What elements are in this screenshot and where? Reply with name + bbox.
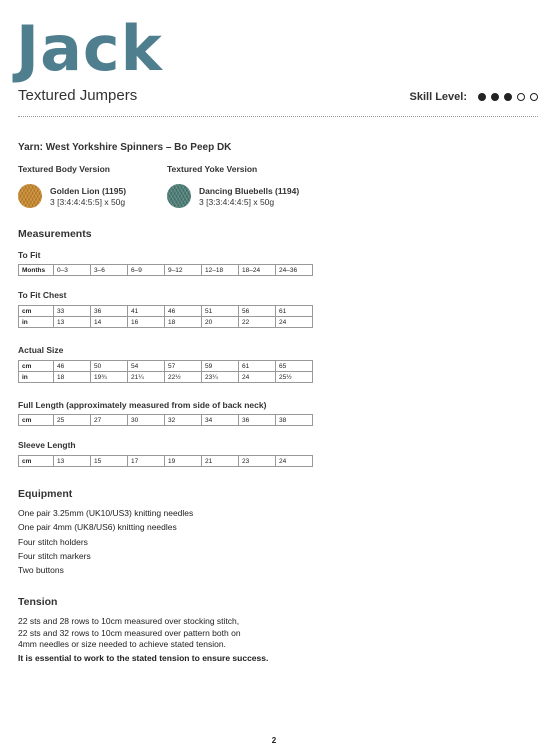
actual-size-table	[18, 360, 313, 383]
yoke-colour-name: Dancing Bluebells (1194)	[199, 186, 300, 196]
table-cell: 21	[202, 456, 239, 467]
table-cell: 18–24	[239, 265, 276, 276]
table-cell: 30	[128, 415, 165, 426]
to-fit-chest-table	[18, 305, 313, 328]
table-cell: 19	[165, 456, 202, 467]
table-cell: 27	[91, 415, 128, 426]
table-cell: 20	[202, 317, 239, 328]
table-cell: 14	[91, 317, 128, 328]
body-colour-name: Golden Lion (1195)	[50, 186, 127, 196]
table-row	[19, 265, 313, 276]
table-cell: 36	[91, 306, 128, 317]
table-cell: 46	[165, 306, 202, 317]
table-row	[19, 415, 313, 426]
table-cell: 51	[202, 306, 239, 317]
to-fit-chest-title: To Fit Chest	[18, 290, 67, 300]
table-cell: 9–12	[165, 265, 202, 276]
list-item: One pair 4mm (UK8/US6) knitting needles	[18, 522, 177, 533]
table-cell: 59	[202, 361, 239, 372]
page-number: 2	[271, 736, 277, 745]
actual-size-title: Actual Size	[18, 345, 64, 355]
body-colour-quantity: 3 [3:4:4:4:5:5] x 50g	[50, 197, 126, 207]
skill-dot-icon	[491, 93, 499, 101]
table-cell: 13	[54, 456, 91, 467]
row-label: in	[19, 317, 54, 328]
table-cell: 46	[54, 361, 91, 372]
equipment-heading: Equipment	[18, 488, 73, 500]
table-cell: 32	[165, 415, 202, 426]
tension-text	[18, 616, 268, 664]
table-cell: 34	[202, 415, 239, 426]
body-version-title: Textured Body Version	[18, 164, 110, 174]
row-label: cm	[19, 456, 54, 467]
table-cell: 54	[128, 361, 165, 372]
table-cell: 12–18	[202, 265, 239, 276]
table-cell: 22	[239, 317, 276, 328]
skill-dot-icon	[478, 93, 486, 101]
table-row	[19, 456, 313, 467]
skill-level	[410, 91, 538, 103]
table-cell: 24	[239, 372, 276, 383]
row-label: Months	[19, 265, 54, 276]
table-cell: 25	[54, 415, 91, 426]
table-row	[19, 317, 313, 328]
measurements-heading: Measurements	[18, 228, 92, 240]
table-cell: 3–6	[91, 265, 128, 276]
table-cell: 16	[128, 317, 165, 328]
tension-note: It is essential to work to the stated tension to ensure success.	[18, 652, 269, 663]
table-cell: 24–36	[276, 265, 313, 276]
table-row	[19, 372, 313, 383]
tension-line: 22 sts and 32 rows to 10cm measured over pattern both on	[18, 627, 241, 638]
table-cell: 13	[54, 317, 91, 328]
table-cell: 41	[128, 306, 165, 317]
table-cell: 23¼	[202, 372, 239, 383]
table-cell: 65	[276, 361, 313, 372]
table-row	[19, 306, 313, 317]
skill-dot-icon	[530, 93, 538, 101]
list-item: Four stitch holders	[18, 536, 88, 547]
table-cell: 24	[276, 456, 313, 467]
table-cell: 17	[128, 456, 165, 467]
list-item: Four stitch markers	[18, 550, 91, 561]
table-cell: 21¼	[128, 372, 165, 383]
pattern-subtitle: Textured Jumpers	[18, 87, 138, 104]
skill-dot-icon	[517, 93, 525, 101]
table-cell: 19¾	[91, 372, 128, 383]
table-cell: 15	[91, 456, 128, 467]
table-cell: 18	[165, 317, 202, 328]
table-cell: 38	[276, 415, 313, 426]
table-cell: 24	[276, 317, 313, 328]
list-item: Two buttons	[18, 565, 64, 576]
header-divider	[18, 116, 538, 117]
tension-line: 22 sts and 28 rows to 10cm measured over stocking stitch,	[18, 616, 240, 626]
skill-dot-icon	[504, 93, 512, 101]
table-cell: 33	[54, 306, 91, 317]
golden-lion-swatch	[18, 184, 42, 208]
tension-line: 4mm needles or size needed to achieve stated tension.	[18, 639, 226, 649]
sleeve-length-table	[18, 455, 313, 467]
table-cell: 57	[165, 361, 202, 372]
table-cell: 0–3	[54, 265, 91, 276]
row-label: cm	[19, 306, 54, 317]
sleeve-length-title: Sleeve Length	[18, 440, 76, 450]
yoke-colour-quantity: 3 [3:3:4:4:4:5] x 50g	[199, 197, 275, 207]
equipment-list	[18, 506, 193, 577]
full-length-table	[18, 414, 313, 426]
table-cell: 50	[91, 361, 128, 372]
yarn-line: Yarn: West Yorkshire Spinners – Bo Peep DK	[18, 142, 232, 153]
tension-heading: Tension	[18, 596, 58, 608]
table-cell: 23	[239, 456, 276, 467]
dancing-bluebells-swatch	[167, 184, 191, 208]
table-cell: 6–9	[128, 265, 165, 276]
table-cell: 25½	[276, 372, 313, 383]
table-cell: 61	[276, 306, 313, 317]
pattern-title: Jack	[16, 12, 163, 85]
yoke-version-title: Textured Yoke Version	[167, 164, 258, 174]
table-cell: 61	[239, 361, 276, 372]
skill-level-label: Skill Level:	[409, 91, 467, 103]
table-cell: 18	[54, 372, 91, 383]
list-item: One pair 3.25mm (UK10/US3) knitting needles	[18, 508, 194, 518]
row-label: in	[19, 372, 54, 383]
row-label: cm	[19, 415, 54, 426]
row-label: cm	[19, 361, 54, 372]
table-cell: 36	[239, 415, 276, 426]
table-cell: 56	[239, 306, 276, 317]
table-row	[19, 361, 313, 372]
to-fit-table	[18, 264, 313, 276]
table-cell: 22½	[165, 372, 202, 383]
to-fit-title: To Fit	[18, 250, 41, 260]
full-length-title: Full Length (approximately measured from side of back neck)	[18, 400, 267, 410]
